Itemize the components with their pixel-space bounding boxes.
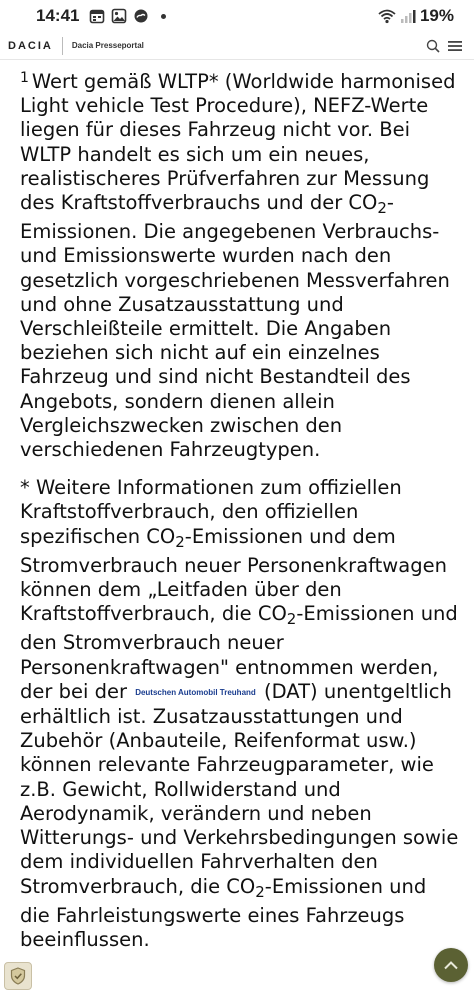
co2-label: CO — [226, 874, 256, 898]
footnote-wltp-text-2: -Emissionen. Die angegebenen Verbrauchs- und Emissionswerte wurden nach den gesetzlich vorgeschriebenen Messverfahren und ohne Zusatzausstattung und Verschleißteile ermittelt. Die Angaben beziehen sich nicht auf ein einzelnes Fahrzeug und sind nicht Bestandteil des Angebots, sondern dienen allein Vergleichszwecken zwischen den verschiedenen Fahrzeugtypen. — [20, 191, 450, 462]
portal-title[interactable]: Dacia Presseportal — [71, 41, 144, 50]
scroll-to-top-button[interactable] — [434, 948, 468, 982]
wifi-icon — [378, 8, 396, 24]
co2-label: CO — [257, 602, 287, 626]
footnote-info-text-1: * Weitere Informationen zum offiziellen Kraftstoffverbrauch, den offiziellen spezifischen — [20, 476, 402, 548]
battery-level: 19% — [419, 6, 454, 25]
status-right — [378, 6, 454, 26]
footnote-marker: 1 — [20, 70, 29, 86]
article-footnotes — [20, 66, 460, 966]
status-bar — [0, 0, 474, 32]
footnote-info-text-3: -Emissionen und den Stromverbrauch neuer Personenkraftwagen" entnommen werden, der bei der — [20, 602, 458, 703]
co2-subscript: 2 — [286, 610, 297, 629]
footnote-info-text-2: -Emissionen und dem Stromverbrauch neuer Personenkraftwagen können dem „Leitfaden über den Kraftstoffverbrauch, die — [20, 524, 447, 626]
footnote-info-text-5: -Emissionen und die Fahrleistungswerte eines Fahrzeugs beeinflussen. — [20, 874, 427, 951]
footnote-wltp — [20, 66, 460, 462]
signal-icon — [400, 8, 416, 24]
cloud-icon — [133, 8, 149, 24]
status-time: 14:41 — [36, 6, 80, 25]
footnote-info — [20, 476, 460, 952]
search-icon — [426, 39, 440, 53]
menu-button[interactable] — [444, 35, 466, 57]
chevron-up-icon — [443, 960, 459, 970]
co2-label: CO — [146, 524, 176, 548]
footnote-wltp-text-1: Wert gemäß WLTP* (Worldwide harmonised Light vehicle Test Procedure), NEFZ-Werte liegen für dieses Fahrzeug nicht vor. Bei WLTP handelt es sich um ein neues, realistischeres Prüfverfahren zur Messung des Kraftstoffverbrauchs und der — [20, 70, 456, 215]
notification-dot — [161, 14, 166, 19]
gallery-icon — [111, 8, 127, 24]
site-header — [0, 32, 474, 60]
co2-subscript: 2 — [175, 532, 185, 551]
co2-label: CO — [348, 191, 378, 215]
status-left — [36, 6, 166, 26]
calendar-icon — [89, 8, 105, 24]
privacy-settings-button[interactable] — [4, 962, 32, 990]
co2-subscript: 2 — [255, 882, 265, 901]
footnote-info-text-4: (DAT) unentgeltlich erhältlich ist. Zusatzausstattungen und Zubehör (Anbauteile, Reifenformat usw.) können relevante Fahrzeugparameter, wie z.B. Gewicht, Rollwiderstand und Aerodynamik, verändern und neben Witterungs- und Verkehrsbedingungen sowie dem individuellen Fahrverhalten den Stromverbrauch, die — [20, 679, 459, 898]
menu-icon — [448, 40, 462, 52]
dacia-logo[interactable]: DACIA — [8, 39, 53, 52]
search-button[interactable] — [422, 35, 444, 57]
logo-divider — [62, 37, 63, 55]
shield-icon — [10, 967, 26, 985]
co2-subscript: 2 — [377, 199, 387, 218]
dat-link[interactable]: Deutschen Automobil Treuhand — [135, 687, 256, 697]
